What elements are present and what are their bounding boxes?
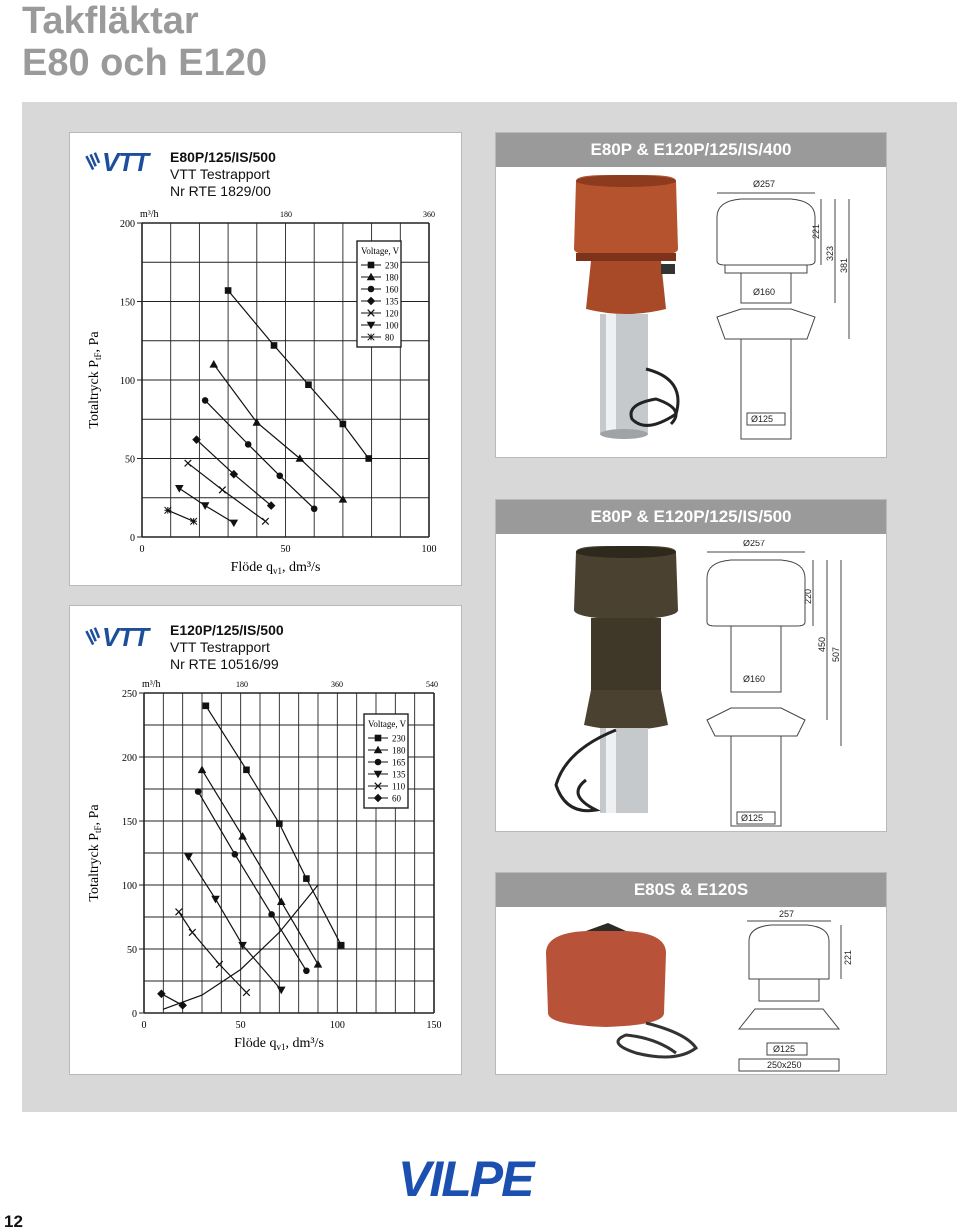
x-axis-label-unit: , dm³/s xyxy=(285,1036,324,1051)
dim-base: 250x250 xyxy=(767,1060,802,1070)
legend xyxy=(364,714,408,808)
data-point xyxy=(230,520,239,528)
legend-label: 100 xyxy=(385,320,399,331)
data-point xyxy=(271,342,278,349)
y-tick-label: 250 xyxy=(122,689,137,700)
chart-report: VTT Testrapport xyxy=(170,166,270,182)
y-tick-label: 100 xyxy=(122,881,137,892)
legend-title: Voltage, V xyxy=(361,246,400,256)
page-number: 12 xyxy=(4,1212,23,1231)
data-point xyxy=(340,421,347,428)
page-title xyxy=(22,0,267,84)
x-axis-label: Flöde $q_{v1}$, dm³/s xyxy=(230,560,321,576)
y-tick-label: 200 xyxy=(122,753,137,764)
top-axis-tick: 180 xyxy=(236,680,248,689)
data-point xyxy=(276,820,283,827)
vilpe-logo: VILPE xyxy=(398,1151,533,1207)
series-line xyxy=(168,510,194,521)
x-tick-label: 100 xyxy=(421,544,437,555)
dim-height-1: 220 xyxy=(803,588,813,604)
dim-height-3: 381 xyxy=(839,257,849,273)
data-point xyxy=(311,505,318,512)
data-point xyxy=(219,487,226,494)
legend-label: 135 xyxy=(392,769,406,780)
product-photo xyxy=(536,540,726,830)
x-tick-label: 150 xyxy=(426,1020,442,1031)
series-160 xyxy=(202,397,318,512)
dim-diameter-bottom: Ø125 xyxy=(741,813,764,823)
x-tick-label: 50 xyxy=(235,1020,246,1031)
x-axis-label: Flöde $q_{v1}$, dm³/s xyxy=(234,1036,324,1052)
y-tick-label: 0 xyxy=(130,533,135,544)
series-230 xyxy=(225,287,372,462)
legend-label: 165 xyxy=(392,757,406,768)
series-230 xyxy=(203,703,345,949)
chart-report: VTT Testrapport xyxy=(170,639,270,655)
product-box-is400 xyxy=(495,132,887,458)
top-axis-tick: 360 xyxy=(331,680,343,689)
series-180 xyxy=(209,360,347,503)
data-point xyxy=(368,334,375,341)
chart-e120-plot xyxy=(70,606,463,1076)
dimension-drawing xyxy=(701,540,861,830)
dim-diameter-top: Ø257 xyxy=(743,540,766,548)
legend-label: 230 xyxy=(385,260,399,271)
dim-height: 221 xyxy=(843,949,853,965)
data-point xyxy=(185,460,192,467)
y-axis-label-unit: , Pa xyxy=(87,331,102,353)
legend-label: 180 xyxy=(392,745,406,756)
chart-report-nr: Nr RTE 10516/99 xyxy=(170,656,279,672)
y-axis-label: Totaltryck $P_{tF}$, Pa xyxy=(87,804,103,902)
legend-label: 110 xyxy=(392,781,406,792)
dimension-drawing xyxy=(711,169,871,459)
data-point xyxy=(189,929,196,936)
product-title: E80S & E120S xyxy=(496,873,886,907)
y-axis-label-unit: , Pa xyxy=(87,804,102,826)
dim-diameter-bottom: Ø125 xyxy=(751,414,774,424)
product-title: E80P & E120P/125/IS/400 xyxy=(496,133,886,167)
y-tick-label: 100 xyxy=(120,376,135,387)
chart-box-e120: VTT E120P/125/IS/500 VTT Testrapport Nr RTE 10516/99 0 50 100 150 200 250 0 50 100 150 m³/h 180 360 540 Totaltryck $P_{tF}$, Pa Flöde $q_{v1}$, dm³/s Voltage, V 230 180 165 135 110 60 xyxy=(69,605,462,1075)
data-point xyxy=(277,987,286,995)
series-110 xyxy=(176,909,250,996)
data-point xyxy=(184,854,193,862)
product-title: E80P & E120P/125/IS/500 xyxy=(496,500,886,534)
y-tick-label: 0 xyxy=(132,1009,137,1020)
x-axis-label-sub: v1 xyxy=(272,566,282,576)
series-line xyxy=(206,706,341,945)
legend-label: 135 xyxy=(385,296,399,307)
dim-diameter-mid: Ø160 xyxy=(753,287,776,297)
data-point xyxy=(303,967,310,974)
data-point xyxy=(238,832,247,840)
dim-diameter-mid: Ø160 xyxy=(743,674,766,684)
x-axis-label-unit: , dm³/s xyxy=(281,560,321,575)
y-tick-label: 150 xyxy=(120,297,135,309)
data-point xyxy=(225,287,232,294)
data-point xyxy=(338,942,345,949)
legend-label: 60 xyxy=(392,793,401,804)
chart-report-nr: Nr RTE 1829/00 xyxy=(170,183,271,199)
data-point xyxy=(232,851,239,858)
product-photo xyxy=(536,169,726,459)
dimension-drawing xyxy=(731,909,881,1074)
chart-model: E80P/125/IS/500 xyxy=(170,149,276,165)
x-tick-label: 100 xyxy=(329,1020,345,1031)
dim-height-1: 221 xyxy=(811,223,821,239)
data-point xyxy=(314,960,323,968)
x-tick-label: 50 xyxy=(280,544,291,555)
data-point xyxy=(157,990,166,999)
dim-diameter-top: Ø257 xyxy=(753,179,776,189)
data-point xyxy=(368,262,375,269)
data-point xyxy=(198,766,207,774)
legend-label: 180 xyxy=(385,272,399,283)
series-100 xyxy=(175,485,238,527)
data-point xyxy=(245,441,252,448)
x-axis-label-sub: v1 xyxy=(276,1042,286,1052)
x-tick-label: 0 xyxy=(139,544,145,555)
product-box-e80s xyxy=(495,872,887,1075)
data-point xyxy=(368,286,375,293)
series-line xyxy=(179,912,247,993)
y-axis-label: Totaltryck $P_{tF}$, Pa xyxy=(87,331,103,429)
chart-e80-plot xyxy=(70,133,463,587)
y-tick-label: 150 xyxy=(122,817,137,828)
data-point xyxy=(303,875,310,882)
legend-title: Voltage, V xyxy=(368,719,407,729)
series-165 xyxy=(195,788,310,974)
data-point xyxy=(365,455,372,462)
series-line xyxy=(205,400,314,508)
dim-height-2: 450 xyxy=(817,636,827,652)
top-axis-tick: 540 xyxy=(426,680,438,689)
legend-label: 230 xyxy=(392,733,406,744)
product-photo xyxy=(526,913,726,1073)
data-point xyxy=(375,735,382,742)
data-point xyxy=(305,381,312,388)
chart-box-e80: VTT E80P/125/IS/500 VTT Testrapport Nr RTE 1829/00 0 50 100 150 200 0 50 100 m³/h 180 360 Totaltryck $P_{tF}$, Pa Flöde $q_{v1}$, dm³/s Voltage, V 230 180 160 135 120 100 80 xyxy=(69,132,462,586)
top-axis-tick: 180 xyxy=(280,210,292,219)
legend-label: 160 xyxy=(385,284,399,295)
data-point xyxy=(176,909,183,916)
data-point xyxy=(243,989,250,996)
dim-diameter-bottom: Ø125 xyxy=(773,1044,796,1054)
top-axis-unit: m³/h xyxy=(140,209,159,220)
y-axis-label-sub: tF xyxy=(93,352,103,360)
page-title-line1: Takfläktar xyxy=(22,0,199,42)
chart-model: E120P/125/IS/500 xyxy=(170,622,284,638)
series-line xyxy=(214,364,343,499)
data-point xyxy=(268,911,275,918)
dim-height-2: 323 xyxy=(825,245,835,261)
data-point xyxy=(202,397,209,404)
data-point xyxy=(209,360,218,368)
y-tick-label: 200 xyxy=(120,219,135,230)
data-point xyxy=(165,507,172,514)
data-point xyxy=(190,518,197,525)
data-point xyxy=(262,518,269,525)
data-point xyxy=(375,759,382,766)
series-line xyxy=(198,792,306,971)
legend-label: 80 xyxy=(385,332,394,343)
data-point xyxy=(195,788,202,795)
legend xyxy=(357,241,401,347)
data-point xyxy=(201,502,210,510)
top-axis-unit: m³/h xyxy=(142,679,161,690)
y-tick-label: 50 xyxy=(125,454,135,466)
data-point xyxy=(277,897,286,905)
data-point xyxy=(276,472,283,479)
data-point xyxy=(203,703,210,710)
series-line xyxy=(228,291,369,459)
y-axis-label-sub: tF xyxy=(93,825,103,833)
x-tick-label: 0 xyxy=(141,1020,147,1031)
dim-diameter-top: 257 xyxy=(779,909,795,919)
legend-label: 120 xyxy=(385,308,399,319)
y-tick-label: 50 xyxy=(127,945,137,956)
top-axis-tick: 360 xyxy=(423,210,435,219)
data-point xyxy=(175,485,184,493)
product-box-is500 xyxy=(495,499,887,832)
dim-height-3: 507 xyxy=(831,646,841,662)
page-title-line2: E80 och E120 xyxy=(22,42,268,84)
series-80 xyxy=(165,507,197,525)
data-point xyxy=(211,896,220,904)
data-point xyxy=(243,767,250,774)
